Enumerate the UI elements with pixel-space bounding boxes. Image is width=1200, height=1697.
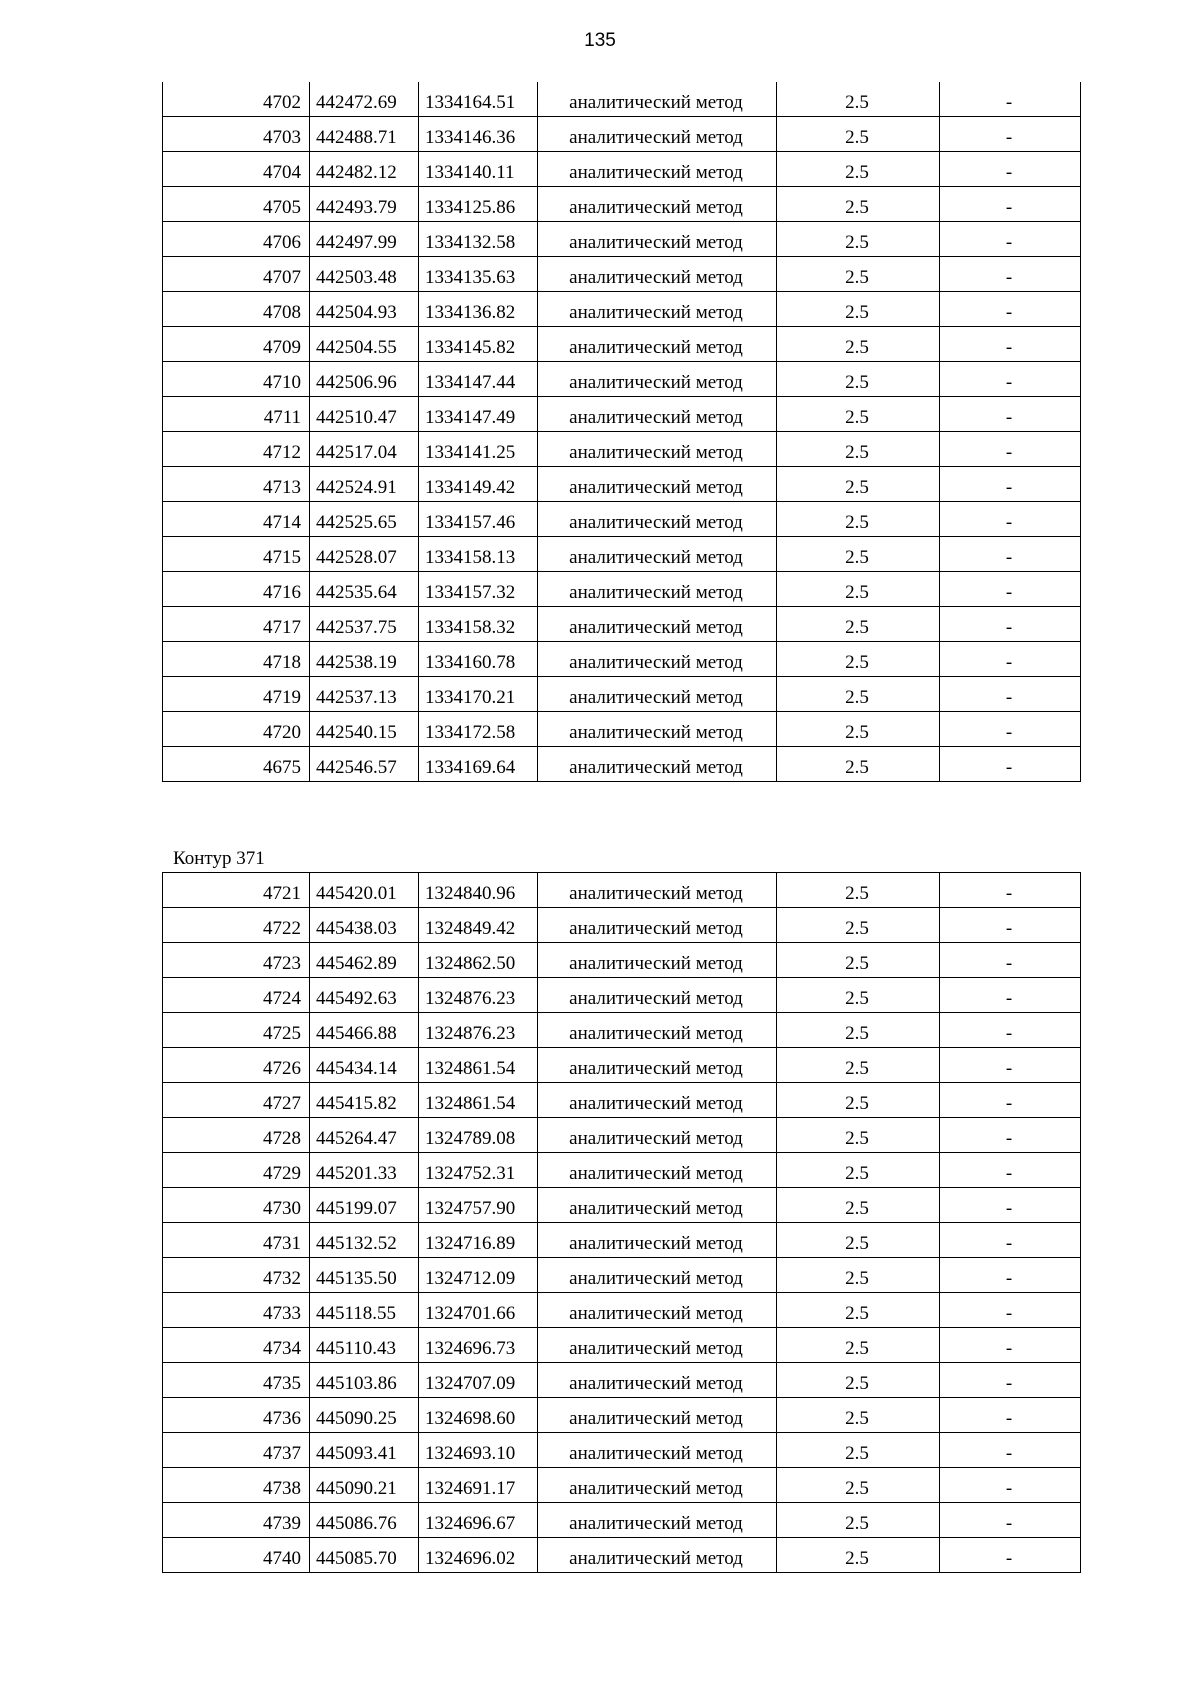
y-coordinate-cell: 1324716.89 — [419, 1223, 538, 1258]
point-number-cell: 4718 — [163, 642, 310, 677]
note-cell: - — [940, 152, 1081, 187]
y-coordinate-cell: 1334132.58 — [419, 222, 538, 257]
note-cell: - — [940, 292, 1081, 327]
method-cell: аналитический метод — [538, 978, 777, 1013]
table-row — [163, 943, 1081, 978]
note-cell: - — [940, 82, 1081, 117]
method-cell: аналитический метод — [538, 677, 777, 712]
y-coordinate-cell: 1324752.31 — [419, 1153, 538, 1188]
x-coordinate-cell: 442528.07 — [310, 537, 419, 572]
y-coordinate-cell: 1324876.23 — [419, 1013, 538, 1048]
table-row — [163, 642, 1081, 677]
method-cell: аналитический метод — [538, 1083, 777, 1118]
method-cell: аналитический метод — [538, 1293, 777, 1328]
point-number-cell: 4702 — [163, 82, 310, 117]
method-cell: аналитический метод — [538, 712, 777, 747]
x-coordinate-cell: 445438.03 — [310, 908, 419, 943]
note-cell: - — [940, 1083, 1081, 1118]
method-cell: аналитический метод — [538, 1223, 777, 1258]
method-cell: аналитический метод — [538, 1328, 777, 1363]
accuracy-cell: 2.5 — [777, 1398, 940, 1433]
x-coordinate-cell: 442503.48 — [310, 257, 419, 292]
point-number-cell: 4717 — [163, 607, 310, 642]
y-coordinate-cell: 1334135.63 — [419, 257, 538, 292]
table-row — [163, 1223, 1081, 1258]
note-cell: - — [940, 873, 1081, 908]
method-cell: аналитический метод — [538, 1118, 777, 1153]
point-number-cell: 4720 — [163, 712, 310, 747]
note-cell: - — [940, 467, 1081, 502]
point-number-cell: 4714 — [163, 502, 310, 537]
note-cell: - — [940, 1293, 1081, 1328]
accuracy-cell: 2.5 — [777, 1363, 940, 1398]
table-row — [163, 187, 1081, 222]
accuracy-cell: 2.5 — [777, 152, 940, 187]
accuracy-cell: 2.5 — [777, 257, 940, 292]
table-row — [163, 1153, 1081, 1188]
method-cell: аналитический метод — [538, 908, 777, 943]
point-number-cell: 4675 — [163, 747, 310, 782]
accuracy-cell: 2.5 — [777, 1433, 940, 1468]
accuracy-cell: 2.5 — [777, 1188, 940, 1223]
accuracy-cell: 2.5 — [777, 1153, 940, 1188]
point-number-cell: 4706 — [163, 222, 310, 257]
point-number-cell: 4731 — [163, 1223, 310, 1258]
y-coordinate-cell: 1324696.02 — [419, 1538, 538, 1573]
method-cell: аналитический метод — [538, 292, 777, 327]
point-number-cell: 4719 — [163, 677, 310, 712]
method-cell: аналитический метод — [538, 943, 777, 978]
note-cell: - — [940, 1538, 1081, 1573]
x-coordinate-cell: 442538.19 — [310, 642, 419, 677]
table-row — [163, 1083, 1081, 1118]
accuracy-cell: 2.5 — [777, 747, 940, 782]
x-coordinate-cell: 442525.65 — [310, 502, 419, 537]
point-number-cell: 4728 — [163, 1118, 310, 1153]
method-cell: аналитический метод — [538, 117, 777, 152]
table-row — [163, 292, 1081, 327]
table-row — [163, 1538, 1081, 1573]
x-coordinate-cell: 442510.47 — [310, 397, 419, 432]
point-number-cell: 4712 — [163, 432, 310, 467]
y-coordinate-cell: 1324698.60 — [419, 1398, 538, 1433]
note-cell: - — [940, 978, 1081, 1013]
y-coordinate-cell: 1324693.10 — [419, 1433, 538, 1468]
accuracy-cell: 2.5 — [777, 1293, 940, 1328]
table-row — [163, 1118, 1081, 1153]
note-cell: - — [940, 943, 1081, 978]
point-number-cell: 4703 — [163, 117, 310, 152]
x-coordinate-cell: 445132.52 — [310, 1223, 419, 1258]
accuracy-cell: 2.5 — [777, 117, 940, 152]
table-row — [163, 152, 1081, 187]
x-coordinate-cell: 445201.33 — [310, 1153, 419, 1188]
accuracy-cell: 2.5 — [777, 1258, 940, 1293]
table-row — [163, 222, 1081, 257]
point-number-cell: 4732 — [163, 1258, 310, 1293]
table-row — [163, 712, 1081, 747]
method-cell: аналитический метод — [538, 1013, 777, 1048]
note-cell: - — [940, 1013, 1081, 1048]
point-number-cell: 4721 — [163, 873, 310, 908]
method-cell: аналитический метод — [538, 873, 777, 908]
table-row — [163, 747, 1081, 782]
point-number-cell: 4725 — [163, 1013, 310, 1048]
accuracy-cell: 2.5 — [777, 572, 940, 607]
method-cell: аналитический метод — [538, 187, 777, 222]
point-number-cell: 4710 — [163, 362, 310, 397]
table-row — [163, 978, 1081, 1013]
table-row — [163, 908, 1081, 943]
accuracy-cell: 2.5 — [777, 187, 940, 222]
method-cell: аналитический метод — [538, 1468, 777, 1503]
accuracy-cell: 2.5 — [777, 222, 940, 257]
x-coordinate-cell: 445103.86 — [310, 1363, 419, 1398]
method-cell: аналитический метод — [538, 222, 777, 257]
note-cell: - — [940, 1153, 1081, 1188]
x-coordinate-cell: 445135.50 — [310, 1258, 419, 1293]
point-number-cell: 4708 — [163, 292, 310, 327]
accuracy-cell: 2.5 — [777, 1048, 940, 1083]
point-number-cell: 4730 — [163, 1188, 310, 1223]
note-cell: - — [940, 117, 1081, 152]
x-coordinate-cell: 442535.64 — [310, 572, 419, 607]
accuracy-cell: 2.5 — [777, 432, 940, 467]
method-cell: аналитический метод — [538, 467, 777, 502]
note-cell: - — [940, 257, 1081, 292]
table-row — [163, 1363, 1081, 1398]
note-cell: - — [940, 1118, 1081, 1153]
accuracy-cell: 2.5 — [777, 873, 940, 908]
point-number-cell: 4707 — [163, 257, 310, 292]
table-row — [163, 467, 1081, 502]
x-coordinate-cell: 442482.12 — [310, 152, 419, 187]
accuracy-cell: 2.5 — [777, 712, 940, 747]
y-coordinate-cell: 1324861.54 — [419, 1048, 538, 1083]
method-cell: аналитический метод — [538, 1398, 777, 1433]
table-row — [163, 82, 1081, 117]
table-row — [163, 572, 1081, 607]
note-cell: - — [940, 432, 1081, 467]
note-cell: - — [940, 1188, 1081, 1223]
contour-label: Контур 371 — [173, 848, 265, 869]
note-cell: - — [940, 1048, 1081, 1083]
accuracy-cell: 2.5 — [777, 1503, 940, 1538]
y-coordinate-cell: 1334147.44 — [419, 362, 538, 397]
accuracy-cell: 2.5 — [777, 642, 940, 677]
table-row — [163, 1433, 1081, 1468]
y-coordinate-cell: 1324696.67 — [419, 1503, 538, 1538]
point-number-cell: 4726 — [163, 1048, 310, 1083]
method-cell: аналитический метод — [538, 1048, 777, 1083]
accuracy-cell: 2.5 — [777, 502, 940, 537]
note-cell: - — [940, 712, 1081, 747]
note-cell: - — [940, 1258, 1081, 1293]
accuracy-cell: 2.5 — [777, 1013, 940, 1048]
point-number-cell: 4729 — [163, 1153, 310, 1188]
point-number-cell: 4733 — [163, 1293, 310, 1328]
point-number-cell: 4738 — [163, 1468, 310, 1503]
note-cell: - — [940, 537, 1081, 572]
x-coordinate-cell: 442537.13 — [310, 677, 419, 712]
point-number-cell: 4709 — [163, 327, 310, 362]
y-coordinate-cell: 1324840.96 — [419, 873, 538, 908]
y-coordinate-cell: 1334136.82 — [419, 292, 538, 327]
accuracy-cell: 2.5 — [777, 1083, 940, 1118]
accuracy-cell: 2.5 — [777, 1538, 940, 1573]
y-coordinate-cell: 1334146.36 — [419, 117, 538, 152]
x-coordinate-cell: 442524.91 — [310, 467, 419, 502]
y-coordinate-cell: 1324712.09 — [419, 1258, 538, 1293]
table-row — [163, 1503, 1081, 1538]
table-row — [163, 607, 1081, 642]
y-coordinate-cell: 1324707.09 — [419, 1363, 538, 1398]
point-number-cell: 4739 — [163, 1503, 310, 1538]
method-cell: аналитический метод — [538, 362, 777, 397]
method-cell: аналитический метод — [538, 1258, 777, 1293]
table-row — [163, 1258, 1081, 1293]
table-row — [163, 502, 1081, 537]
method-cell: аналитический метод — [538, 747, 777, 782]
note-cell: - — [940, 1328, 1081, 1363]
accuracy-cell: 2.5 — [777, 292, 940, 327]
coordinates-table-contour-371 — [162, 872, 1081, 1573]
y-coordinate-cell: 1334158.32 — [419, 607, 538, 642]
method-cell: аналитический метод — [538, 327, 777, 362]
method-cell: аналитический метод — [538, 607, 777, 642]
method-cell: аналитический метод — [538, 642, 777, 677]
point-number-cell: 4713 — [163, 467, 310, 502]
method-cell: аналитический метод — [538, 82, 777, 117]
y-coordinate-cell: 1334160.78 — [419, 642, 538, 677]
x-coordinate-cell: 445090.25 — [310, 1398, 419, 1433]
point-number-cell: 4715 — [163, 537, 310, 572]
y-coordinate-cell: 1334157.32 — [419, 572, 538, 607]
note-cell: - — [940, 397, 1081, 432]
method-cell: аналитический метод — [538, 1188, 777, 1223]
note-cell: - — [940, 1363, 1081, 1398]
x-coordinate-cell: 445110.43 — [310, 1328, 419, 1363]
x-coordinate-cell: 445090.21 — [310, 1468, 419, 1503]
note-cell: - — [940, 222, 1081, 257]
point-number-cell: 4727 — [163, 1083, 310, 1118]
accuracy-cell: 2.5 — [777, 397, 940, 432]
point-number-cell: 4704 — [163, 152, 310, 187]
note-cell: - — [940, 1433, 1081, 1468]
point-number-cell: 4734 — [163, 1328, 310, 1363]
table-row — [163, 873, 1081, 908]
accuracy-cell: 2.5 — [777, 537, 940, 572]
table-row — [163, 362, 1081, 397]
y-coordinate-cell: 1334170.21 — [419, 677, 538, 712]
y-coordinate-cell: 1334145.82 — [419, 327, 538, 362]
y-coordinate-cell: 1324876.23 — [419, 978, 538, 1013]
x-coordinate-cell: 445093.41 — [310, 1433, 419, 1468]
table-row — [163, 537, 1081, 572]
x-coordinate-cell: 442493.79 — [310, 187, 419, 222]
accuracy-cell: 2.5 — [777, 1223, 940, 1258]
note-cell: - — [940, 642, 1081, 677]
y-coordinate-cell: 1334164.51 — [419, 82, 538, 117]
method-cell: аналитический метод — [538, 397, 777, 432]
x-coordinate-cell: 445118.55 — [310, 1293, 419, 1328]
accuracy-cell: 2.5 — [777, 677, 940, 712]
y-coordinate-cell: 1324696.73 — [419, 1328, 538, 1363]
x-coordinate-cell: 445420.01 — [310, 873, 419, 908]
x-coordinate-cell: 442497.99 — [310, 222, 419, 257]
y-coordinate-cell: 1334172.58 — [419, 712, 538, 747]
note-cell: - — [940, 607, 1081, 642]
x-coordinate-cell: 442517.04 — [310, 432, 419, 467]
accuracy-cell: 2.5 — [777, 908, 940, 943]
accuracy-cell: 2.5 — [777, 978, 940, 1013]
method-cell: аналитический метод — [538, 152, 777, 187]
x-coordinate-cell: 445462.89 — [310, 943, 419, 978]
y-coordinate-cell: 1324757.90 — [419, 1188, 538, 1223]
coordinates-table-continued — [162, 82, 1081, 782]
table-row — [163, 1293, 1081, 1328]
method-cell: аналитический метод — [538, 1538, 777, 1573]
x-coordinate-cell: 442504.93 — [310, 292, 419, 327]
x-coordinate-cell: 442540.15 — [310, 712, 419, 747]
accuracy-cell: 2.5 — [777, 1468, 940, 1503]
point-number-cell: 4723 — [163, 943, 310, 978]
y-coordinate-cell: 1334157.46 — [419, 502, 538, 537]
accuracy-cell: 2.5 — [777, 467, 940, 502]
note-cell: - — [940, 677, 1081, 712]
y-coordinate-cell: 1334140.11 — [419, 152, 538, 187]
method-cell: аналитический метод — [538, 1363, 777, 1398]
table-row — [163, 1328, 1081, 1363]
note-cell: - — [940, 572, 1081, 607]
point-number-cell: 4737 — [163, 1433, 310, 1468]
note-cell: - — [940, 1468, 1081, 1503]
table-row — [163, 1048, 1081, 1083]
accuracy-cell: 2.5 — [777, 82, 940, 117]
accuracy-cell: 2.5 — [777, 943, 940, 978]
point-number-cell: 4736 — [163, 1398, 310, 1433]
x-coordinate-cell: 442472.69 — [310, 82, 419, 117]
method-cell: аналитический метод — [538, 537, 777, 572]
y-coordinate-cell: 1324789.08 — [419, 1118, 538, 1153]
x-coordinate-cell: 442546.57 — [310, 747, 419, 782]
page-number: 135 — [584, 30, 616, 51]
method-cell: аналитический метод — [538, 432, 777, 467]
table-row — [163, 397, 1081, 432]
y-coordinate-cell: 1334158.13 — [419, 537, 538, 572]
x-coordinate-cell: 445085.70 — [310, 1538, 419, 1573]
x-coordinate-cell: 445086.76 — [310, 1503, 419, 1538]
accuracy-cell: 2.5 — [777, 327, 940, 362]
x-coordinate-cell: 445492.63 — [310, 978, 419, 1013]
point-number-cell: 4705 — [163, 187, 310, 222]
point-number-cell: 4740 — [163, 1538, 310, 1573]
table-row — [163, 327, 1081, 362]
point-number-cell: 4724 — [163, 978, 310, 1013]
note-cell: - — [940, 747, 1081, 782]
table-row — [163, 677, 1081, 712]
method-cell: аналитический метод — [538, 1433, 777, 1468]
y-coordinate-cell: 1334147.49 — [419, 397, 538, 432]
table-body — [163, 82, 1081, 782]
y-coordinate-cell: 1324691.17 — [419, 1468, 538, 1503]
table-row — [163, 1398, 1081, 1433]
table-row — [163, 117, 1081, 152]
x-coordinate-cell: 442488.71 — [310, 117, 419, 152]
point-number-cell: 4711 — [163, 397, 310, 432]
x-coordinate-cell: 445264.47 — [310, 1118, 419, 1153]
note-cell: - — [940, 1223, 1081, 1258]
x-coordinate-cell: 445466.88 — [310, 1013, 419, 1048]
table-body — [163, 873, 1081, 1573]
method-cell: аналитический метод — [538, 257, 777, 292]
note-cell: - — [940, 1503, 1081, 1538]
point-number-cell: 4722 — [163, 908, 310, 943]
note-cell: - — [940, 187, 1081, 222]
y-coordinate-cell: 1324862.50 — [419, 943, 538, 978]
x-coordinate-cell: 445434.14 — [310, 1048, 419, 1083]
note-cell: - — [940, 1398, 1081, 1433]
method-cell: аналитический метод — [538, 1153, 777, 1188]
accuracy-cell: 2.5 — [777, 362, 940, 397]
accuracy-cell: 2.5 — [777, 1328, 940, 1363]
x-coordinate-cell: 445415.82 — [310, 1083, 419, 1118]
point-number-cell: 4716 — [163, 572, 310, 607]
table-row — [163, 257, 1081, 292]
accuracy-cell: 2.5 — [777, 607, 940, 642]
x-coordinate-cell: 442506.96 — [310, 362, 419, 397]
table-row — [163, 432, 1081, 467]
y-coordinate-cell: 1324701.66 — [419, 1293, 538, 1328]
table-row — [163, 1013, 1081, 1048]
note-cell: - — [940, 327, 1081, 362]
y-coordinate-cell: 1334149.42 — [419, 467, 538, 502]
x-coordinate-cell: 442537.75 — [310, 607, 419, 642]
table-row — [163, 1468, 1081, 1503]
y-coordinate-cell: 1334125.86 — [419, 187, 538, 222]
note-cell: - — [940, 362, 1081, 397]
y-coordinate-cell: 1334169.64 — [419, 747, 538, 782]
method-cell: аналитический метод — [538, 572, 777, 607]
x-coordinate-cell: 442504.55 — [310, 327, 419, 362]
note-cell: - — [940, 908, 1081, 943]
method-cell: аналитический метод — [538, 1503, 777, 1538]
x-coordinate-cell: 445199.07 — [310, 1188, 419, 1223]
point-number-cell: 4735 — [163, 1363, 310, 1398]
accuracy-cell: 2.5 — [777, 1118, 940, 1153]
y-coordinate-cell: 1334141.25 — [419, 432, 538, 467]
table-row — [163, 1188, 1081, 1223]
method-cell: аналитический метод — [538, 502, 777, 537]
note-cell: - — [940, 502, 1081, 537]
y-coordinate-cell: 1324861.54 — [419, 1083, 538, 1118]
y-coordinate-cell: 1324849.42 — [419, 908, 538, 943]
